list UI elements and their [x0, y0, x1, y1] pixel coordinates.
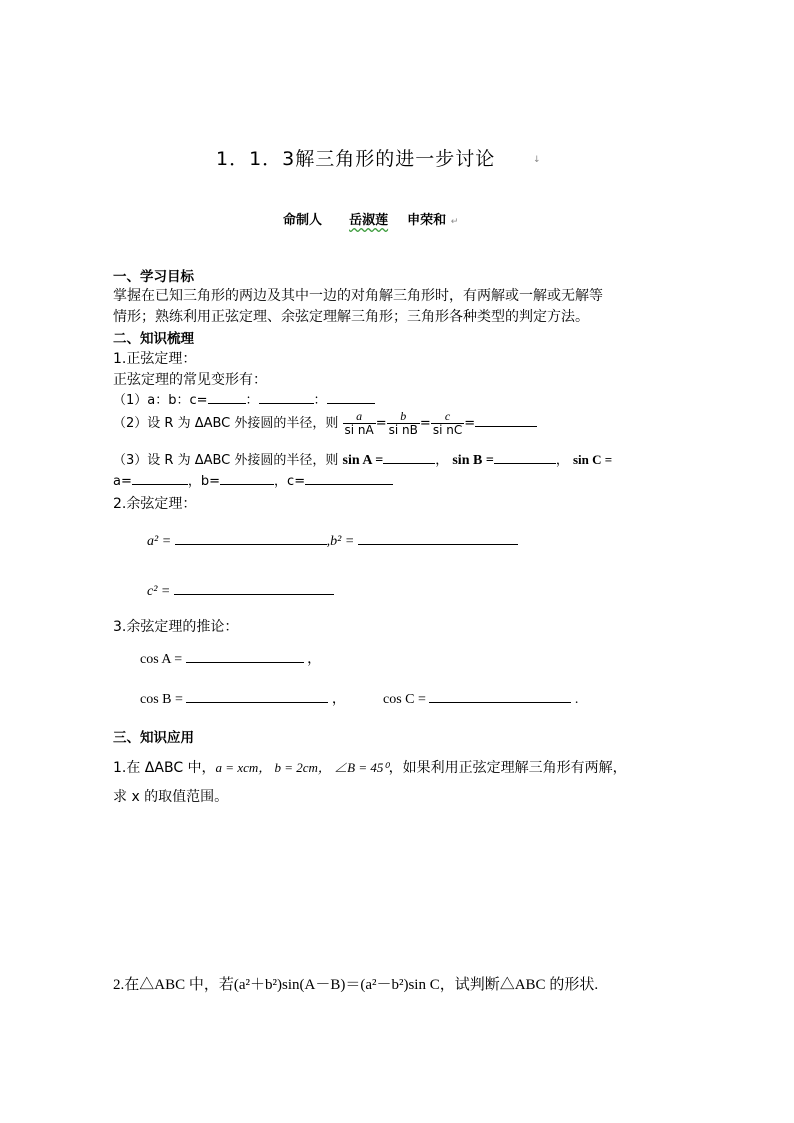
- equals-sign: =: [419, 416, 431, 431]
- paragraph-mark: ↓: [533, 155, 541, 165]
- authors-line: [283, 209, 458, 228]
- question-1-line-1: [113, 757, 627, 777]
- b-equals: b=: [200, 474, 221, 489]
- variant-3: [113, 449, 612, 469]
- sine-variants-intro: 正弦定理的常见变形有：: [113, 372, 267, 388]
- sine-law-item: 1.正弦定理：: [113, 351, 197, 367]
- question-1-intro: 1.在 ΔABC 中，: [113, 760, 216, 776]
- comma: ，: [307, 652, 322, 667]
- cosine-law-item: 2.余弦定理：: [113, 496, 197, 512]
- variant-2-prefix: （2）设 R 为 ΔABC 外接圆的半径，则: [113, 416, 339, 431]
- paragraph-mark: ↵: [450, 217, 459, 227]
- sinC-label: sin C =: [572, 452, 613, 467]
- variant-2: [113, 410, 537, 437]
- c-squared-line: [147, 580, 334, 600]
- ratio-separator: ：: [245, 393, 259, 408]
- cosC-label: cos C =: [383, 692, 426, 707]
- cosA-label: cos A =: [140, 652, 183, 667]
- author-name-2: 申荣和: [407, 213, 447, 228]
- blank-field[interactable]: [186, 648, 304, 663]
- section-heading-review: 二、知识梳理: [113, 331, 194, 347]
- page-title: 1．1．3解三角形的进一步讨论: [216, 148, 496, 170]
- comma: ，: [274, 474, 288, 489]
- question-2: 2.在△ABC 中，若(a²＋b²)sin(A－B)＝(a²－b²)sin C，试判断△ABC 的形状.: [113, 977, 599, 993]
- blank-field[interactable]: [383, 449, 435, 464]
- cosC-line: [383, 688, 578, 708]
- cosB-label: cos B =: [140, 692, 183, 707]
- fraction-b-over-sinB: [387, 410, 420, 437]
- fraction-numerator: c: [431, 410, 464, 424]
- goals-text-line-2: 情形；熟练利用正弦定理、余弦定理解三角形；三角形各种类型的判定方法。: [113, 309, 589, 325]
- blank-field[interactable]: [327, 389, 375, 404]
- cosine-corollary-item: 3.余弦定理的推论：: [113, 619, 239, 635]
- comma: ，: [331, 692, 346, 707]
- sinB-label: sin B =: [452, 453, 494, 468]
- ratio-separator: ：: [313, 393, 327, 408]
- section-heading-application: 三、知识应用: [113, 730, 194, 746]
- fraction-numerator: b: [387, 410, 420, 424]
- goals-text-line-1: 掌握在已知三角形的两边及其中一边的对角解三角形时，有两解或一解或无解等: [113, 288, 603, 304]
- fraction-a-over-sinA: [343, 410, 376, 437]
- blank-field[interactable]: [305, 470, 393, 485]
- fraction-denominator: si nC: [432, 423, 463, 437]
- a-equals: a=: [113, 474, 132, 489]
- blank-field[interactable]: [429, 688, 571, 703]
- a-squared-label: a² =: [147, 534, 172, 549]
- blank-field[interactable]: [358, 530, 518, 545]
- variant-3-prefix: （3）设 R 为 ΔABC 外接圆的半径，则: [113, 453, 339, 468]
- c-squared-label: c² =: [147, 584, 171, 599]
- b-squared-label: ,b² =: [326, 534, 355, 549]
- equals-sign: =: [375, 416, 387, 431]
- blank-field[interactable]: [259, 389, 314, 404]
- authors-label: 命制人: [283, 213, 323, 228]
- variant-1-prefix: （1）a：b：c=: [113, 393, 208, 408]
- period: .: [574, 692, 579, 707]
- blank-field[interactable]: [475, 412, 537, 427]
- question-1-line-2: 求 x 的取值范围。: [113, 789, 229, 805]
- cosB-line: [140, 688, 346, 708]
- blank-field[interactable]: [175, 530, 327, 545]
- question-1-condition-text: ，如果利用正弦定理解三角形有两解，: [388, 760, 627, 776]
- sinA-label: sin A =: [342, 453, 384, 468]
- author-name-1: 岳淑莲: [349, 213, 389, 228]
- blank-field[interactable]: [174, 580, 334, 595]
- blank-field[interactable]: [186, 688, 328, 703]
- section-heading-goals: 一、学习目标: [113, 269, 194, 285]
- fraction-c-over-sinC: [431, 410, 464, 437]
- cosA-line: [140, 648, 321, 668]
- question-1-conditions: a = xcm， b = 2cm， ∠B = 45⁰: [215, 760, 389, 775]
- comma: ，: [435, 453, 449, 468]
- blank-field[interactable]: [494, 449, 556, 464]
- blank-field[interactable]: [132, 470, 188, 485]
- blank-field[interactable]: [220, 470, 274, 485]
- fraction-numerator: a: [343, 410, 376, 424]
- fraction-denominator: si nA: [344, 423, 374, 437]
- fraction-denominator: si nB: [388, 423, 418, 437]
- comma: ，: [555, 453, 569, 468]
- side-formulas: [113, 470, 393, 489]
- c-equals: c=: [287, 474, 306, 489]
- variant-1: [113, 389, 375, 408]
- equals-sign: =: [464, 416, 476, 431]
- a-squared-line: [147, 530, 518, 550]
- comma: ，: [187, 474, 201, 489]
- blank-field[interactable]: [208, 389, 246, 404]
